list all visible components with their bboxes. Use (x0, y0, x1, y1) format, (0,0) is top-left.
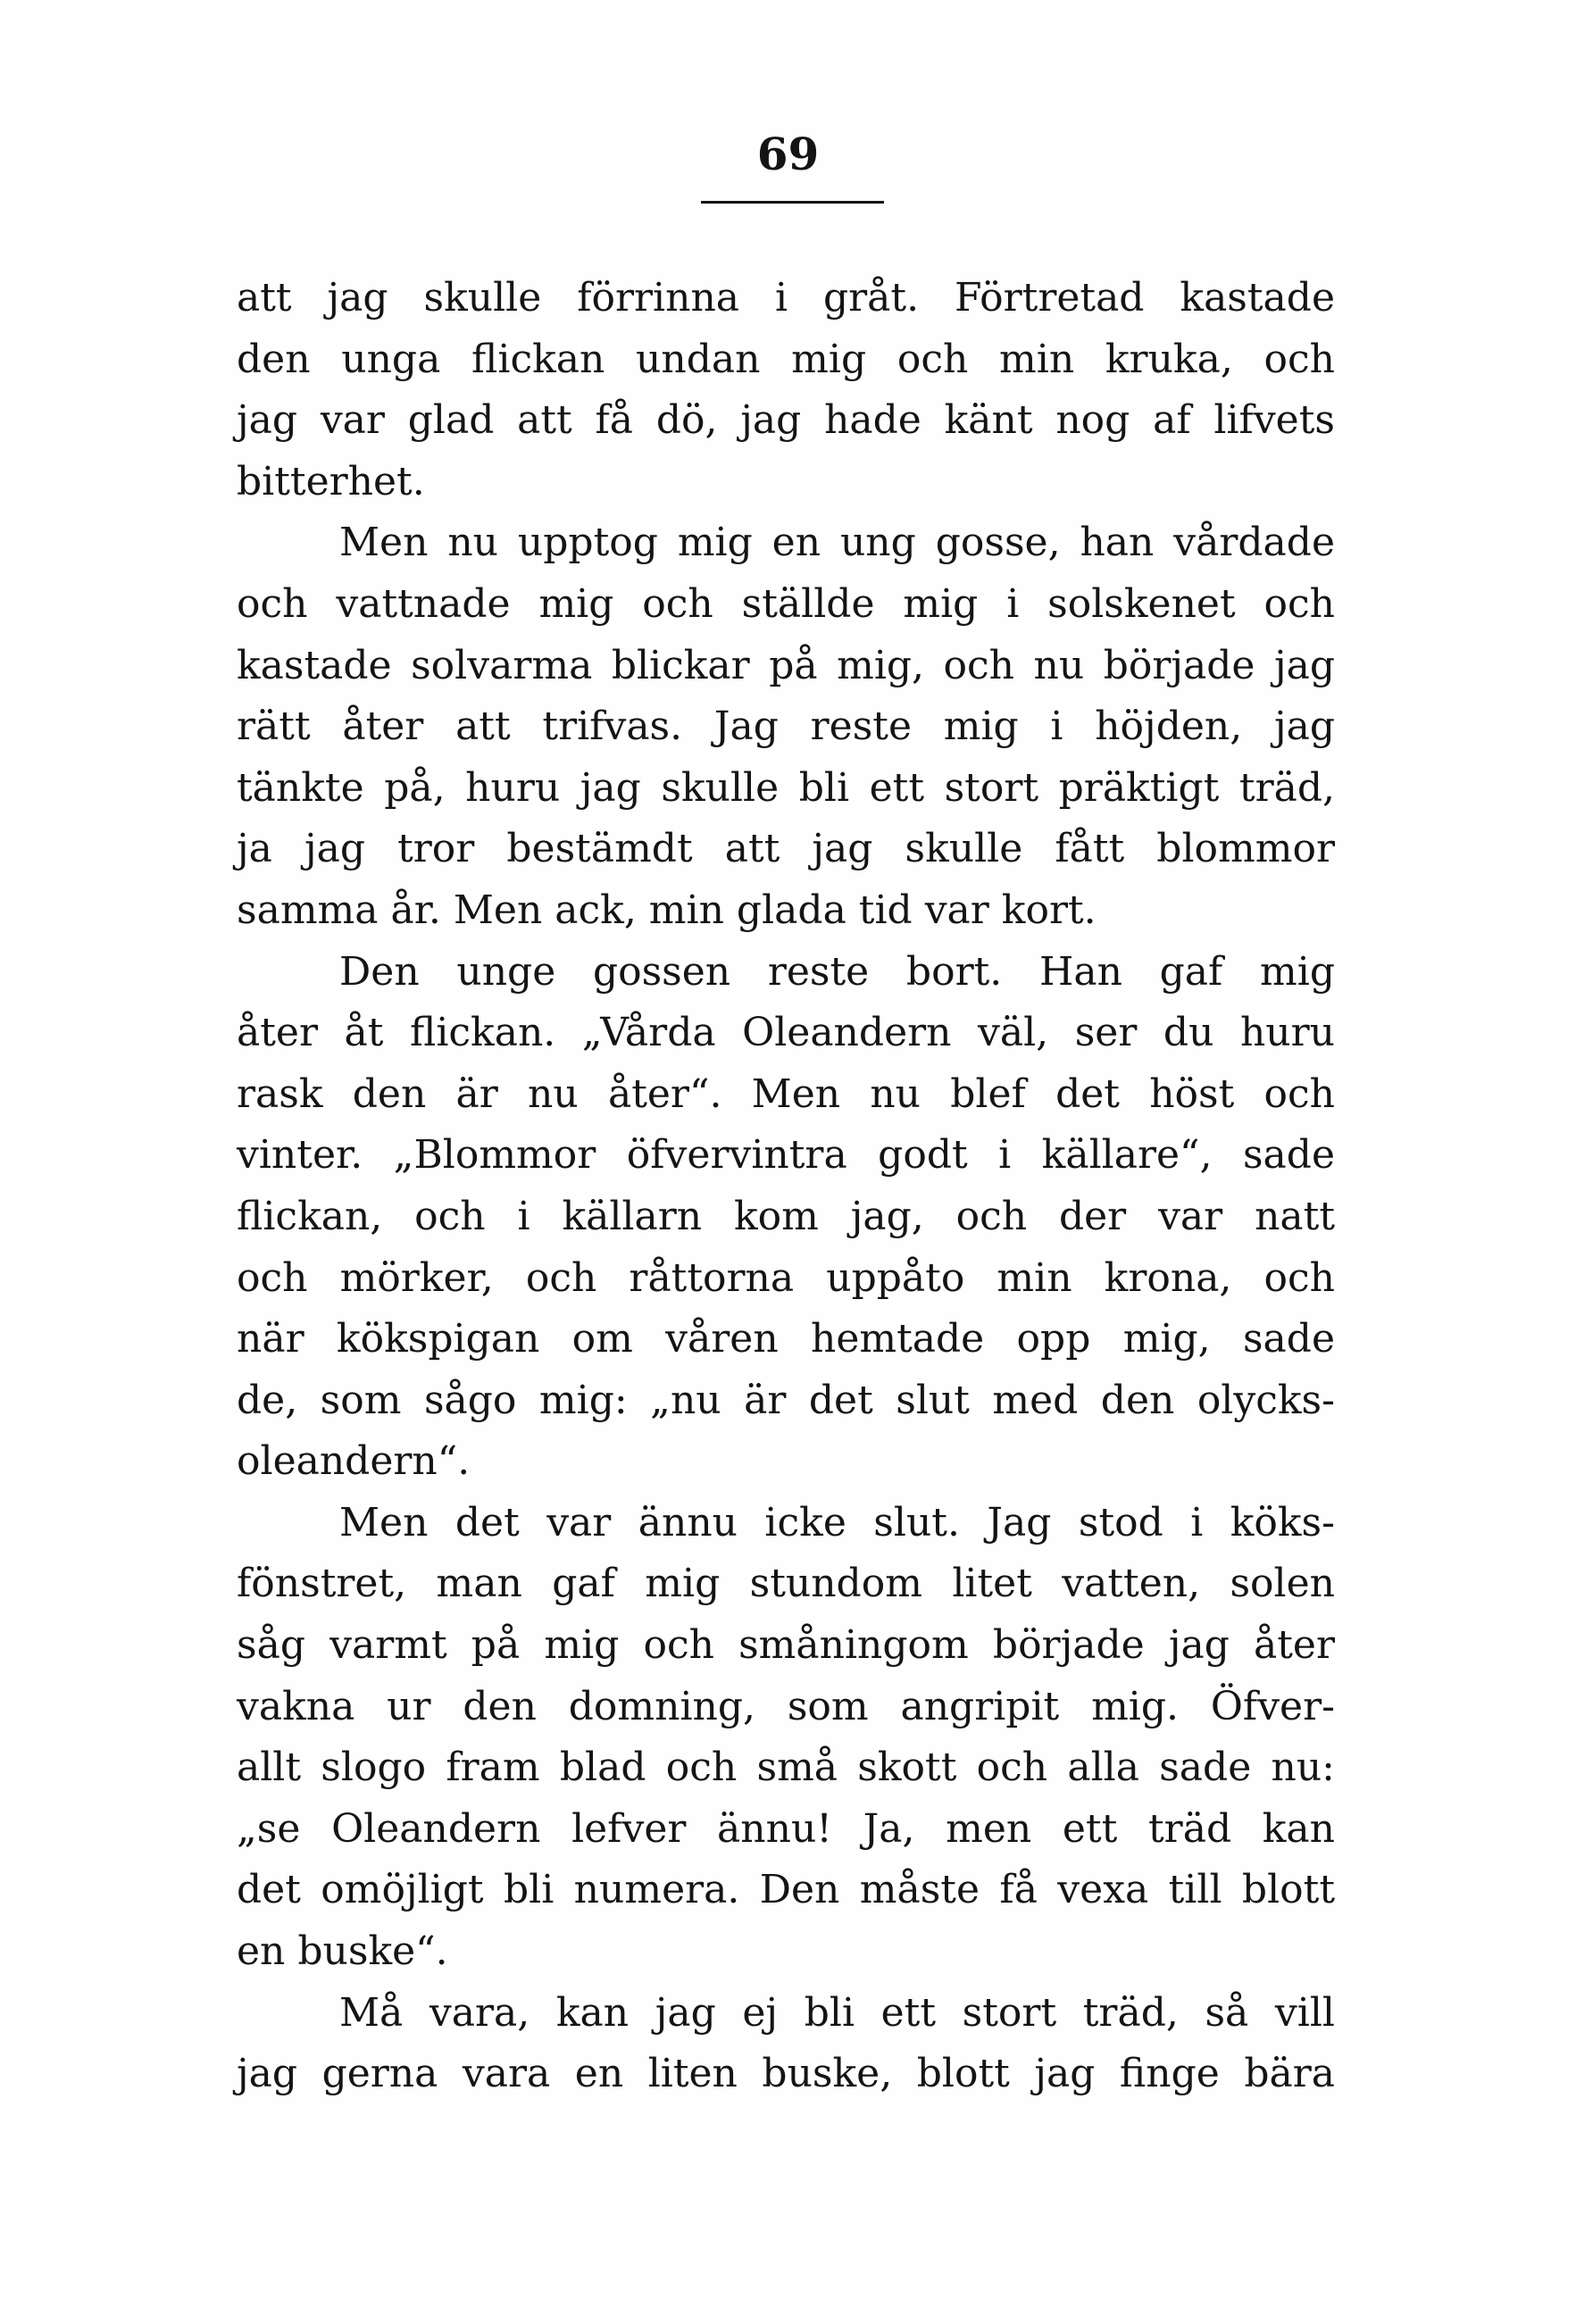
text-line: allt slogo fram blad och små skott och alla sade nu: (237, 1745, 1335, 1791)
text-line: bitterhet. (237, 458, 425, 504)
text-line: jag var glad att få dö, jag hade känt nog af lifvets (237, 397, 1335, 444)
text-line: fönstret, man gaf mig stundom litet vatten, solen (237, 1561, 1335, 1607)
text-line: jag gerna vara en liten buske, blott jag finge bära (237, 2051, 1335, 2097)
text-line: „se Oleandern lefver ännu! Ja, men ett träd kan (237, 1805, 1335, 1852)
text-line: Men nu upptog mig en ung gosse, han vårdade (339, 520, 1335, 566)
body-text (237, 268, 1335, 2105)
text-line: flickan, och i källarn kom jag, och der var natt (237, 1193, 1335, 1239)
text-line: rask den är nu åter“. Men nu blef det höst och (237, 1070, 1335, 1117)
text-line: att jag skulle förrinna i gråt. Förtretad kastade (237, 275, 1335, 321)
text-line: kastade solvarma blickar på mig, och nu började jag (237, 642, 1335, 688)
page-number: 69 (756, 128, 820, 180)
text-line: oleandern“. (237, 1438, 471, 1485)
text-line: ja jag tror bestämdt att jag skulle fått blommor (237, 826, 1335, 872)
text-line: Den unge gossen reste bort. Han gaf mig (339, 948, 1335, 995)
text-line: såg varmt på mig och småningom började jag åter (237, 1622, 1335, 1669)
text-line: samma år. Men ack, min glada tid var kort. (237, 887, 1097, 933)
text-line: åter åt flickan. „Vårda Oleandern väl, ser du huru (237, 1010, 1335, 1056)
text-line: den unga flickan undan mig och min kruka, och (237, 336, 1335, 382)
text-line: när kökspigan om våren hemtade opp mig, sade (237, 1316, 1335, 1362)
text-line: det omöjligt bli numera. Den måste få vexa till blott (237, 1867, 1335, 1913)
text-line: och vattnade mig och ställde mig i solskenet och (237, 580, 1335, 627)
text-line: en buske“. (237, 1928, 448, 1975)
text-line: Men det var ännu icke slut. Jag stod i köks- (339, 1499, 1335, 1545)
text-line: de, som sågo mig: „nu är det slut med den olycks- (237, 1377, 1335, 1423)
text-line: rätt åter att trifvas. Jag reste mig i höjden, jag (237, 704, 1335, 750)
text-line: tänkte på, huru jag skulle bli ett stort präktigt träd, (237, 764, 1335, 811)
page-number-rule (701, 201, 884, 204)
text-line: Må vara, kan jag ej bli ett stort träd, så vill (339, 1989, 1335, 2036)
text-line: vakna ur den domning, som angripit mig. Öfver- (237, 1683, 1335, 1729)
text-line: och mörker, och råttorna uppåto min krona, och (237, 1254, 1335, 1301)
text-line: vinter. „Blommor öfvervintra godt i källare“, sade (237, 1132, 1335, 1179)
